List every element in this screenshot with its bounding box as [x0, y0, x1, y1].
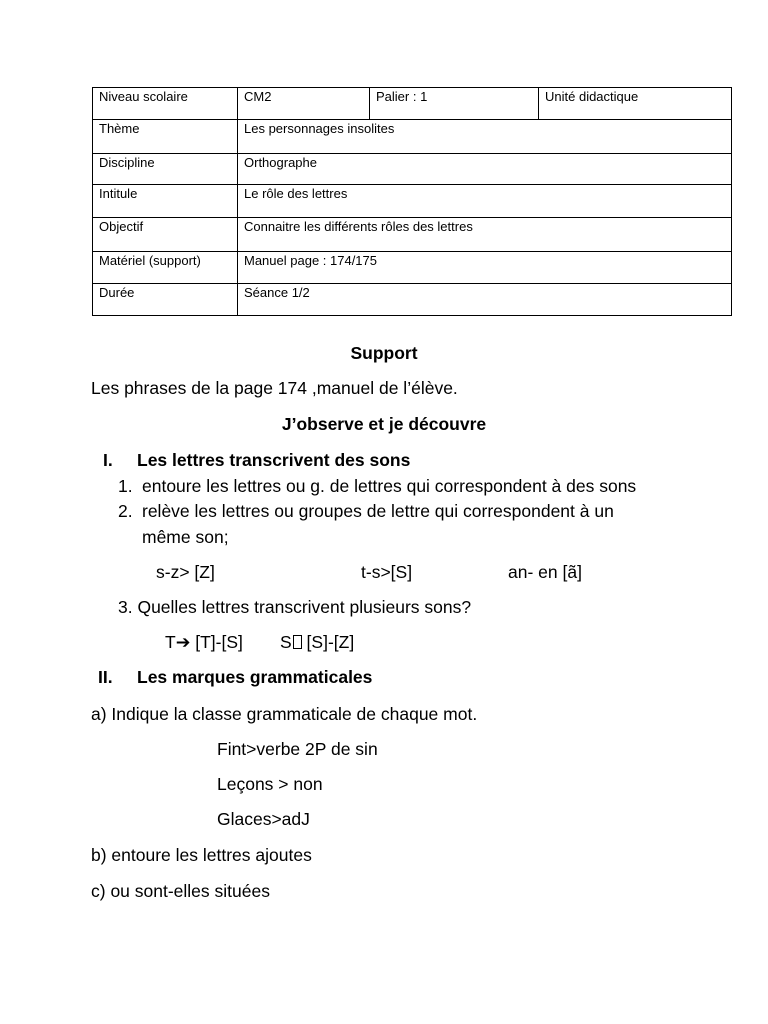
support-heading: Support	[350, 343, 418, 363]
table-cell-label: Thème	[93, 120, 238, 154]
table-cell-label: Intitule	[93, 185, 238, 218]
word-item: Glaces>adJ	[217, 809, 310, 829]
table-row	[93, 218, 732, 252]
question-a: a) Indique la classe grammaticale de chaque mot.	[91, 704, 478, 724]
table-cell-value: Orthographe	[238, 154, 732, 185]
word-item: Leçons > non	[217, 774, 323, 794]
table-row	[93, 154, 732, 185]
observe-heading: J’observe et je découvre	[281, 414, 487, 434]
table-row	[93, 185, 732, 218]
section1-heading	[103, 449, 410, 471]
section2-numeral: II.	[98, 667, 113, 687]
table-cell-palier: Palier : 1	[370, 88, 539, 120]
table-cell-value: Les personnages insolites	[238, 120, 732, 154]
support-text: Les phrases de la page 174 ,manuel de l’élève.	[91, 378, 458, 398]
list-item: 1. entoure les lettres ou g. de lettres qui correspondent à des sons	[118, 476, 637, 496]
table-cell-value: CM2	[238, 88, 370, 120]
section1-numeral: I.	[103, 450, 113, 470]
list-item-continuation: même son;	[142, 527, 229, 547]
table-row	[93, 252, 732, 284]
table-cell-label: Objectif	[93, 218, 238, 252]
answer-t: T➔ [T]-[S]	[165, 632, 243, 652]
word-item: Fint>verbe 2P de sin	[217, 739, 378, 759]
question-b: b) entoure les lettres ajoutes	[91, 845, 312, 865]
section2-title: Les marques grammaticales	[137, 667, 373, 687]
example-sound: t-s>[S]	[361, 562, 413, 582]
table-cell-value: Connaitre les différents rôles des lettres	[238, 218, 732, 252]
question-3: 3. Quelles lettres transcrivent plusieurs sons?	[118, 597, 472, 617]
section1-title: Les lettres transcrivent des sons	[137, 450, 411, 470]
table-cell-unite: Unité didactique	[539, 88, 732, 120]
table-cell-label: Discipline	[93, 154, 238, 185]
lesson-info-table	[92, 87, 732, 316]
table-row	[93, 120, 732, 154]
question-c: c) ou sont-elles situées	[91, 881, 270, 901]
example-sound: s-z> [Z]	[156, 562, 215, 582]
table-row	[93, 88, 732, 120]
table-row	[93, 284, 732, 316]
section2-heading	[98, 666, 372, 688]
table-cell-label: Durée	[93, 284, 238, 316]
missing-glyph-icon	[293, 635, 302, 649]
table-cell-value: Le rôle des lettres	[238, 185, 732, 218]
table-cell-label: Matériel (support)	[93, 252, 238, 284]
table-cell-label: Niveau scolaire	[93, 88, 238, 120]
table-cell-value: Manuel page : 174/175	[238, 252, 732, 284]
example-sound: an- en [ã]	[508, 562, 582, 582]
table-cell-value: Séance 1/2	[238, 284, 732, 316]
arrow-right-icon: ➔	[175, 632, 191, 652]
answer-s: S [S]-[Z]	[280, 632, 355, 652]
list-item: 2. relève les lettres ou groupes de lettre qui correspondent à un	[118, 501, 614, 521]
